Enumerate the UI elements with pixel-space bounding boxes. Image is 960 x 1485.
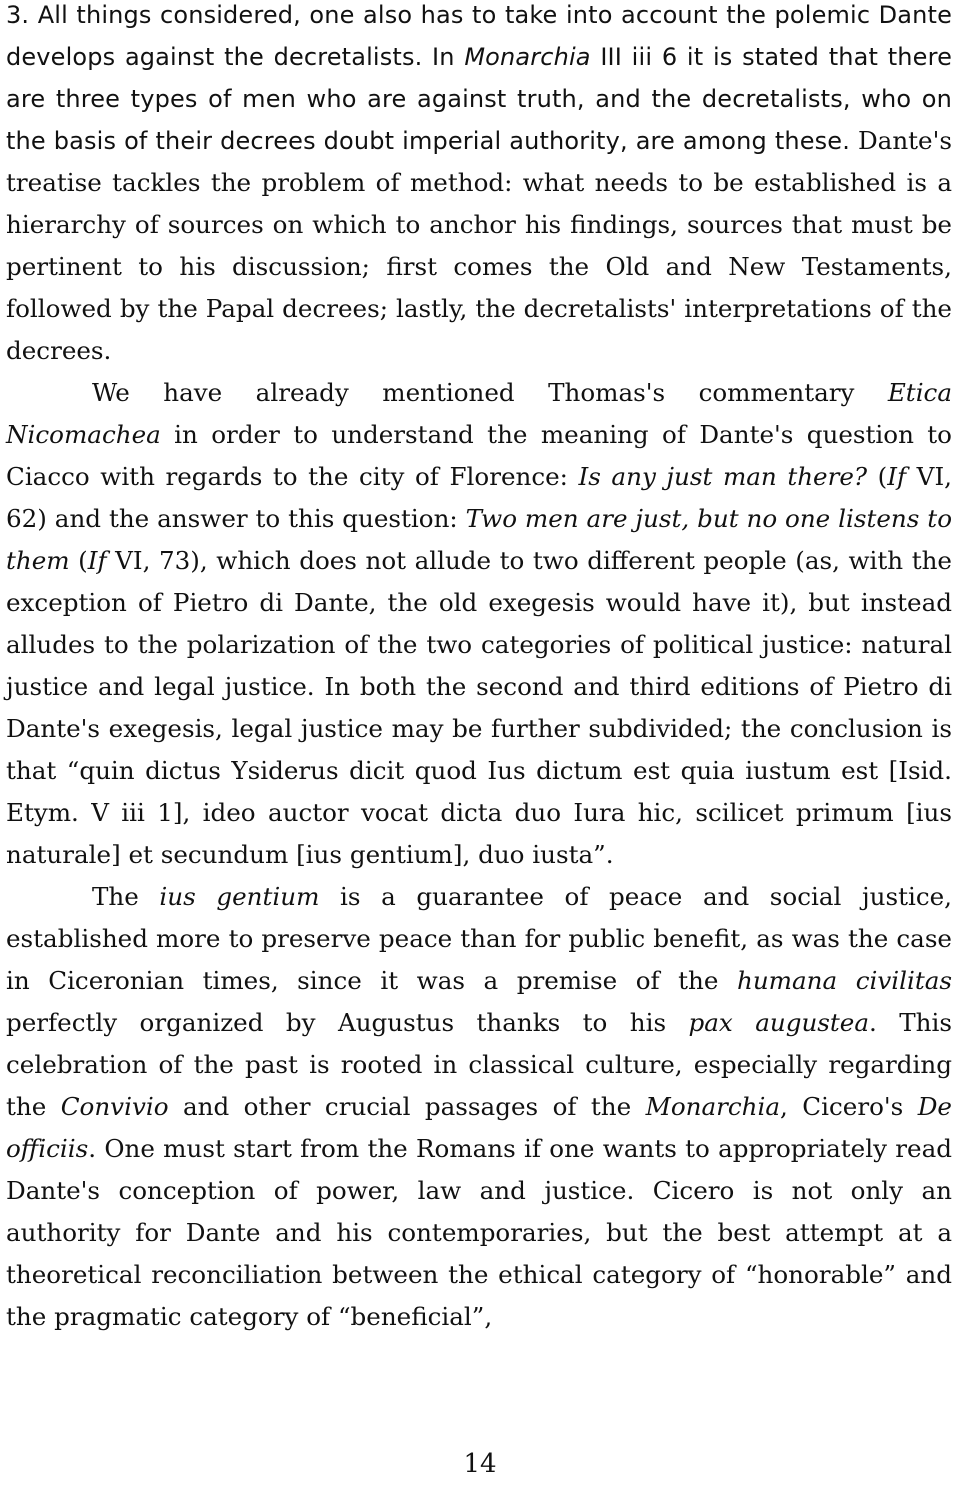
- paragraph-text: and other crucial passages of the: [168, 1092, 646, 1121]
- paragraph-text: (: [69, 546, 88, 575]
- paragraph-ius-gentium: [6, 876, 952, 1338]
- italic-quote: Is any just man there?: [578, 462, 868, 491]
- italic-title-convivio: Convivio: [60, 1092, 169, 1121]
- paragraph-text: , Cicero's: [780, 1092, 918, 1121]
- paragraph-text: Dante's treatise tackles the problem of method: what needs to be established is a hierarchy of sources on which to anchor his findings, sources that must be pertinent to his discussion; first comes the Old and New Testaments, followed by the Papal decrees; lastly, the decretalists' interpretations of the decrees.: [6, 126, 952, 365]
- italic-term: humana civilitas: [737, 966, 953, 995]
- italic-title-de-officiis: De officiis: [6, 1092, 952, 1163]
- paragraph-text: perfectly organized by Augustus thanks to his: [6, 1008, 689, 1037]
- paragraph-decretalists: [6, 0, 952, 372]
- italic-abbreviation: If: [87, 546, 107, 575]
- italic-title-monarchia: Monarchia: [464, 43, 591, 71]
- page-number: 14: [463, 1449, 497, 1479]
- italic-term: pax augustea: [688, 1008, 870, 1037]
- paragraph-text: 3. All things considered, one also has to take into account the polemic Dante develops against the decretalists. In: [6, 1, 952, 71]
- paragraph-text: VI, 73), which does not allude to two different people (as, with the exception of Pietro di Dante, the old exegesis would have it), but instead alludes to the polarization of the two categories of political justice: natural justice and legal justice. In both the second and third editions of Pietro di Dante's exegesis, legal justice may be further subdivided; the conclusion is that “quin dictus Ysiderus dicit quod Ius dictum est quia iustum est [Isid. Etym. V iii 1], ideo auctor vocat dicta duo Iura hic, scilicet primum [ius naturale] et secundum [ius gentium], duo iusta”.: [6, 546, 952, 869]
- paragraph-thomas-commentary: [6, 372, 952, 876]
- paragraph-text: III iii 6 it is stated that there are three types of men who are against truth, and the decretalists, who on the basis of their decrees doubt imperial authority, are among these.: [6, 43, 952, 155]
- italic-title-etica-nicomachea: Etica Nicomachea: [6, 378, 952, 449]
- body-text: [6, 0, 952, 1338]
- italic-abbreviation: If: [887, 462, 907, 491]
- paragraph-text: VI, 62) and the answer to this question:: [6, 462, 952, 533]
- italic-title-monarchia: Monarchia: [645, 1092, 781, 1121]
- paragraph-text: in order to understand the meaning of Dante's question to Ciacco with regards to the city of Florence:: [6, 420, 952, 491]
- italic-term: ius gentium: [159, 882, 320, 911]
- paragraph-text: The: [92, 882, 160, 911]
- italic-quote: Two men are just, but no one listens to them: [6, 504, 952, 575]
- paragraph-text: . This celebration of the past is rooted in classical culture, especially regarding the: [6, 1008, 952, 1121]
- paragraph-text: We have already mentioned Thomas's commentary: [92, 378, 888, 407]
- paragraph-text: (: [867, 462, 888, 491]
- paragraph-text: is a guarantee of peace and social justice, established more to preserve peace than for public benefit, as was the case in Ciceronian times, since it was a premise of the: [6, 882, 952, 995]
- paragraph-text: . One must start from the Romans if one wants to appropriately read Dante's conception of power, law and justice. Cicero is not only an authority for Dante and his contemporaries, but the best attempt at a theoretical reconciliation between the ethical category of “honorable” and the pragmatic category of “beneficial”,: [6, 1134, 952, 1331]
